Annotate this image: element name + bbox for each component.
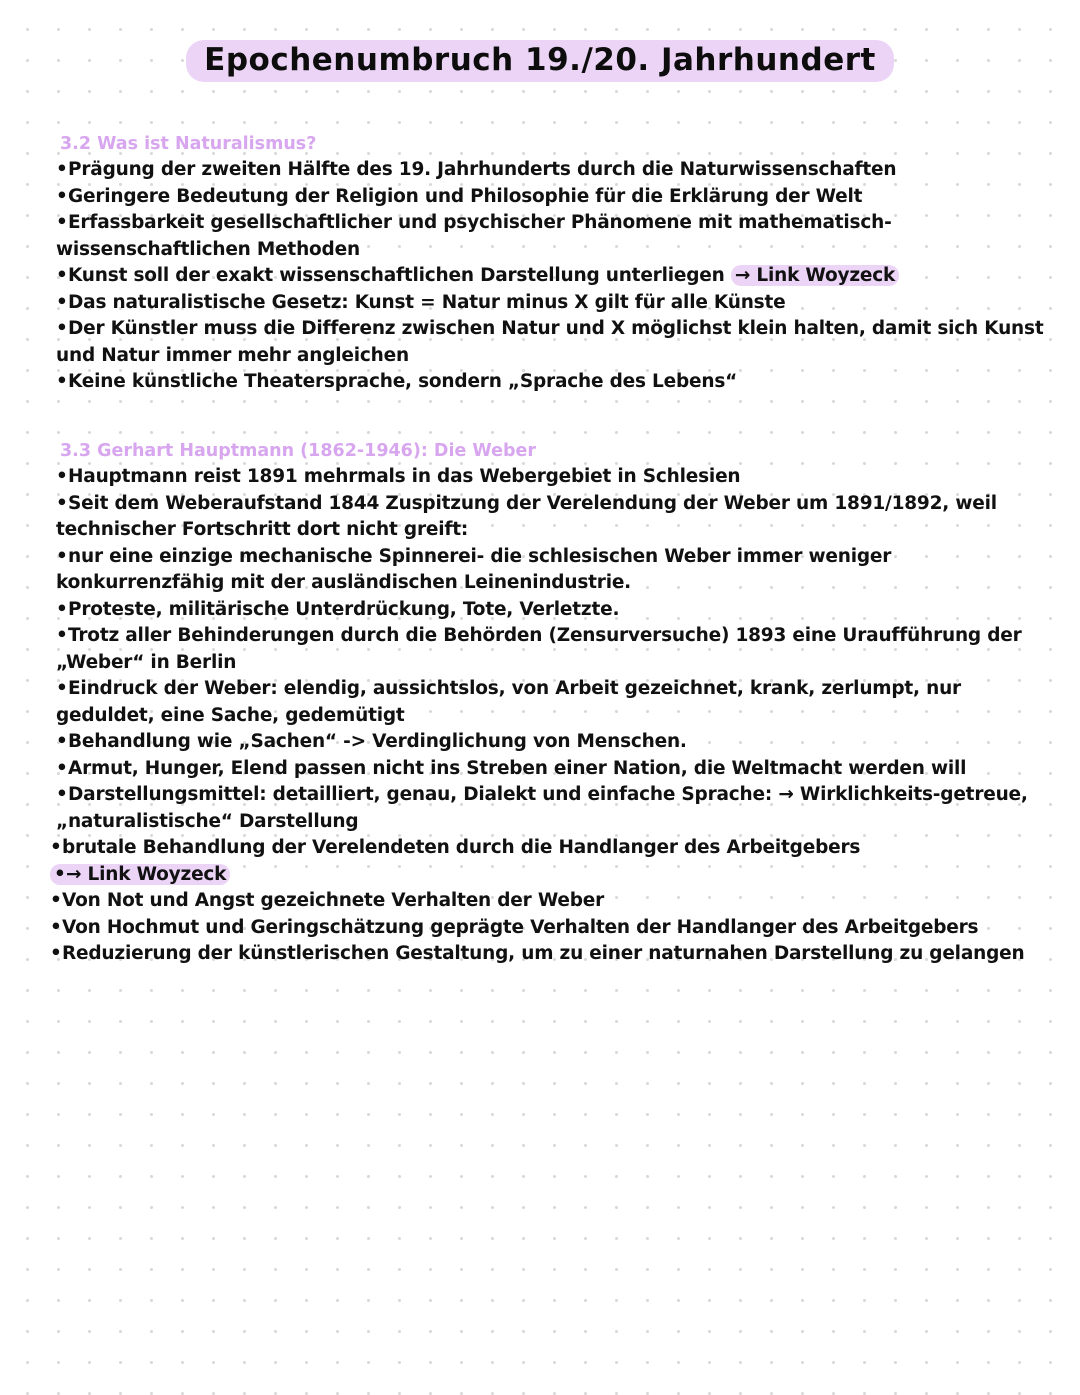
- bullet-icon: •: [56, 159, 68, 180]
- section-die-weber: [50, 440, 1046, 968]
- list-item: •Von Hochmut und Geringschätzung geprägte Verhalten der Handlanger des Arbeitgebers: [50, 915, 1046, 942]
- list-item: •Kunst soll der exakt wissenschaftlichen Darstellung unterliegen → Link Woyzeck: [56, 263, 1046, 290]
- bullet-icon: •: [50, 943, 62, 964]
- list-item: [50, 862, 1046, 889]
- section-heading: 3.3 Gerhart Hauptmann (1862-1946): Die Weber: [60, 441, 536, 461]
- bullet-icon: •: [56, 625, 68, 646]
- bullet-icon: •: [56, 185, 68, 207]
- list-item: •Geringere Bedeutung der Religion und Philosophie für die Erklärung der Welt: [56, 184, 1046, 211]
- bullet-icon: •: [56, 212, 68, 233]
- section-naturalismus: [56, 133, 1046, 396]
- link-woyzeck[interactable]: •→ Link Woyzeck: [50, 864, 230, 885]
- list-item: •Trotz aller Behinderungen durch die Behörden (Zensurversuche) 1893 eine Uraufführung der „Weber“ in Berlin: [56, 625, 1022, 673]
- list-item: •Keine künstliche Theatersprache, sondern „Sprache des Lebens“: [56, 369, 1046, 396]
- bullet-icon: •: [56, 291, 68, 313]
- list-item: •Von Not und Angst gezeichnete Verhalten der Weber: [50, 888, 1046, 915]
- bullet-icon: •: [50, 916, 62, 938]
- list-item: •Behandlung wie „Sachen“ -> Verdinglichung von Menschen.: [56, 729, 1046, 756]
- bullet-icon: •: [56, 598, 68, 620]
- bullet-icon: •: [54, 863, 66, 885]
- list-item: •Armut, Hunger, Elend passen nicht ins Streben einer Nation, die Weltmacht werden will: [56, 756, 1046, 783]
- bullet-icon: •: [56, 545, 68, 567]
- page-title: Epochenumbruch 19./20. Jahrhundert: [186, 40, 894, 82]
- bullet-icon: •: [56, 318, 68, 339]
- list-item: •nur eine einzige mechanische Spinnerei- die schlesischen Weber immer weniger konkurrenzfähig mit der ausländischen Leinenindustrie.: [56, 545, 892, 593]
- bullet-icon: •: [56, 678, 68, 699]
- bullet-icon: •: [56, 492, 68, 514]
- list-item: •Seit dem Weberaufstand 1844 Zuspitzung der Verelendung der Weber um 1891/1892, weil technischer Fortschritt dort nicht greift:: [56, 492, 997, 540]
- link-woyzeck[interactable]: → Link Woyzeck: [731, 265, 899, 286]
- bullet-icon: •: [56, 466, 68, 487]
- bullet-icon: •: [56, 784, 68, 805]
- list-item: •Hauptmann reist 1891 mehrmals in das Webergebiet in Schlesien: [56, 464, 1046, 491]
- bullet-list: [56, 157, 1046, 396]
- list-item: •Das naturalistische Gesetz: Kunst = Natur minus X gilt für alle Künste: [56, 290, 1046, 317]
- list-item: •Darstellungsmittel: detailliert, genau, Dialekt und einfache Sprache: → Wirklichkeits-getreue, „naturalistische“ Darstellung: [56, 784, 1028, 832]
- list-item: •Proteste, militärische Unterdrückung, Tote, Verletzte.: [56, 597, 1046, 624]
- bullet-icon: •: [56, 757, 68, 779]
- bullet-icon: •: [50, 837, 62, 858]
- bullet-icon: •: [50, 890, 62, 911]
- bullet-icon: •: [56, 265, 68, 286]
- list-item: •Reduzierung der künstlerischen Gestaltung, um zu einer naturnahen Darstellung zu gelangen: [50, 941, 1046, 968]
- bullet-icon: •: [56, 731, 68, 752]
- list-item: •Der Künstler muss die Differenz zwischen Natur und X möglichst klein halten, damit sich Kunst und Natur immer mehr angleichen: [56, 318, 1044, 366]
- list-item: •brutale Behandlung der Verelendeten durch die Handlanger des Arbeitgebers: [50, 835, 1046, 862]
- section-heading: 3.2 Was ist Naturalismus?: [60, 134, 317, 154]
- list-item: •Erfassbarkeit gesellschaftlicher und psychischer Phänomene mit mathematisch-wissenschaftlichen Methoden: [56, 212, 892, 260]
- list-item: •Prägung der zweiten Hälfte des 19. Jahrhunderts durch die Naturwissenschaften: [56, 157, 1046, 184]
- bullet-list: [50, 464, 1046, 968]
- list-item: •Eindruck der Weber: elendig, aussichtslos, von Arbeit gezeichnet, krank, zerlumpt, nur geduldet, eine Sache, gedemütigt: [56, 678, 961, 726]
- bullet-icon: •: [56, 371, 68, 392]
- page-title-wrapper: [0, 40, 1080, 82]
